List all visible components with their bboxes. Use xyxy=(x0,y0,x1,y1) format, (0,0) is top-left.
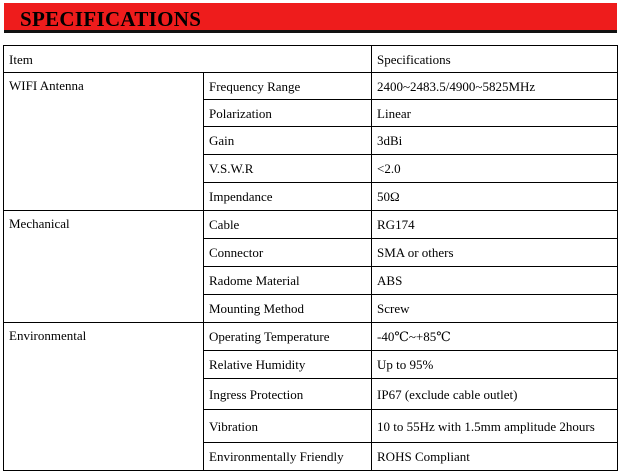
spec-value: 2400~2483.5/4900~5825MHz xyxy=(372,73,618,100)
group-label-mechanical: Mechanical xyxy=(4,211,204,323)
spec-label: Polarization xyxy=(204,100,372,127)
spec-label: V.S.W.R xyxy=(204,155,372,183)
spec-label: Mounting Method xyxy=(204,295,372,323)
header-item: Item xyxy=(4,46,372,73)
spec-label: Radome Material xyxy=(204,267,372,295)
table-row xyxy=(4,73,618,100)
spec-value: Screw xyxy=(372,295,618,323)
spec-label: Cable xyxy=(204,211,372,239)
spec-value: ROHS Compliant xyxy=(372,443,618,471)
spec-value: 50Ω xyxy=(372,183,618,211)
page-title: SPECIFICATIONS xyxy=(20,7,202,31)
table-row xyxy=(4,323,618,351)
spec-value: <2.0 xyxy=(372,155,618,183)
spec-label: Connector xyxy=(204,239,372,267)
spec-label: Vibration xyxy=(204,410,372,443)
table-row xyxy=(4,211,618,239)
specifications-banner xyxy=(4,3,617,33)
spec-label: Operating Temperature xyxy=(204,323,372,351)
spec-value: ABS xyxy=(372,267,618,295)
spec-value: SMA or others xyxy=(372,239,618,267)
spec-value: Linear xyxy=(372,100,618,127)
spec-label: Frequency Range xyxy=(204,73,372,100)
spec-label: Environmentally Friendly xyxy=(204,443,372,471)
spec-label: Gain xyxy=(204,127,372,155)
spec-value: IP67 (exclude cable outlet) xyxy=(372,379,618,410)
spec-value: -40℃~+85℃ xyxy=(372,323,618,351)
spec-label: Impendance xyxy=(204,183,372,211)
specifications-table xyxy=(3,45,618,471)
spec-value: Up to 95% xyxy=(372,351,618,379)
group-label-wifi-antenna: WIFI Antenna xyxy=(4,73,204,211)
spec-value: 3dBi xyxy=(372,127,618,155)
group-label-environmental: Environmental xyxy=(4,323,204,471)
spec-value: 10 to 55Hz with 1.5mm amplitude 2hours xyxy=(372,410,618,443)
spec-label: Relative Humidity xyxy=(204,351,372,379)
spec-label: Ingress Protection xyxy=(204,379,372,410)
spec-value: RG174 xyxy=(372,211,618,239)
table-header-row xyxy=(4,46,618,73)
header-specifications: Specifications xyxy=(372,46,618,73)
